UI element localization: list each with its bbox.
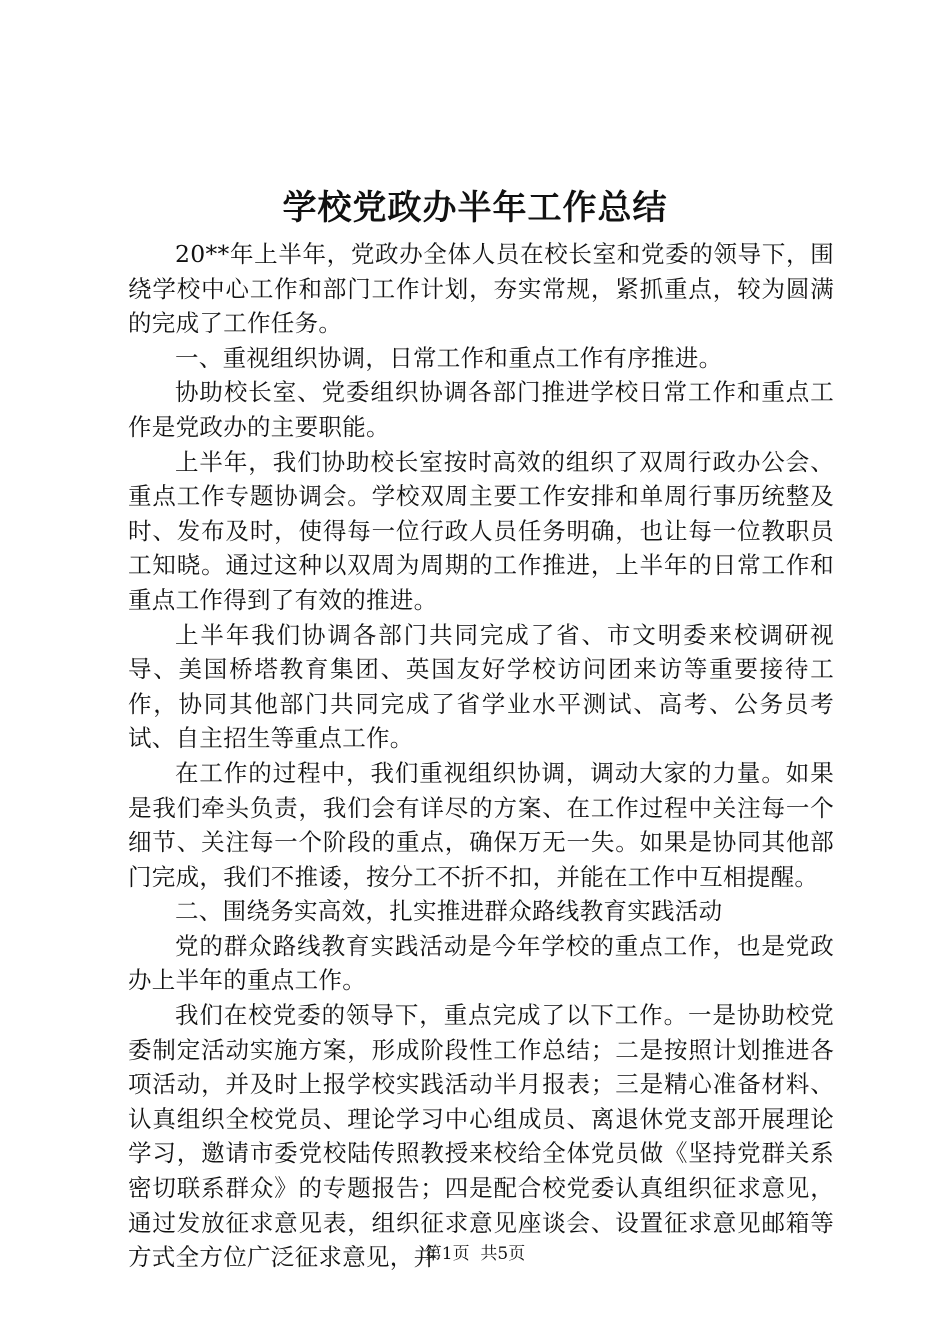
section-heading-1: 一、重视组织协调，日常工作和重点工作有序推进。 [175, 343, 723, 372]
paragraph: 我们在校党委的领导下，重点完成了以下工作。一是协助校党委制定活动实施方案，形成阶段性工作总结；二是按照计划推进各项活动，并及时上报学校实践活动半月报表；三是精心准备材料、认真组织全校党员、理论学习中心组成员、离退休党支部开展理论学习，邀请市委党校陆传照教授来校给全体党员做《坚持党群关系密切联系群众》的专题报告；四是配合校党委认真组织征求意见，通过发放征求意见表，组织征求意见座谈会、设置征求意见邮箱等方式全方位广泛征求意见，并 [128, 1001, 834, 1272]
paragraph: 上半年我们协调各部门共同完成了省、市文明委来校调研视导、美国桥塔教育集团、英国友好学校访问团来访等重要接待工作，协同其他部门共同完成了省学业水平测试、高考、公务员考试、自主招生等重点工作。 [128, 620, 834, 753]
document-title: 学校党政办半年工作总结 [282, 188, 668, 228]
page-number: 第1页 [424, 1244, 470, 1264]
page-total: 共5页 [480, 1244, 526, 1264]
paragraph: 在工作的过程中，我们重视组织协调，调动大家的力量。如果是我们牵头负责，我们会有详尽的方案、在工作过程中关注每一个细节、关注每一个阶段的重点，确保万无一失。如果是协同其他部门完成，我们不推诿，按分工不折不扣，并能在工作中互相提醒。 [128, 758, 834, 891]
section-heading-2: 二、围绕务实高效，扎实推进群众路线教育实践活动 [175, 897, 723, 926]
paragraph-intro: 20**年上半年，党政办全体人员在校长室和党委的领导下，围绕学校中心工作和部门工作计划，夯实常规，紧抓重点，较为圆满的完成了工作任务。 [128, 240, 834, 338]
paragraph: 党的群众路线教育实践活动是今年学校的重点工作，也是党政办上半年的重点工作。 [128, 931, 834, 995]
document-body [128, 237, 834, 1275]
paragraph: 协助校长室、党委组织协调各部门推进学校日常工作和重点工作是党政办的主要职能。 [128, 378, 834, 441]
page-footer [0, 1242, 950, 1266]
paragraph: 上半年，我们协助校长室按时高效的组织了双周行政办公会、重点工作专题协调会。学校双周主要工作安排和单周行事历统整及时、发布及时，使得每一位行政人员任务明确，也让每一位教职员工知晓。通过这种以双周为周期的工作推进，上半年的日常工作和重点工作得到了有效的推进。 [128, 447, 834, 614]
